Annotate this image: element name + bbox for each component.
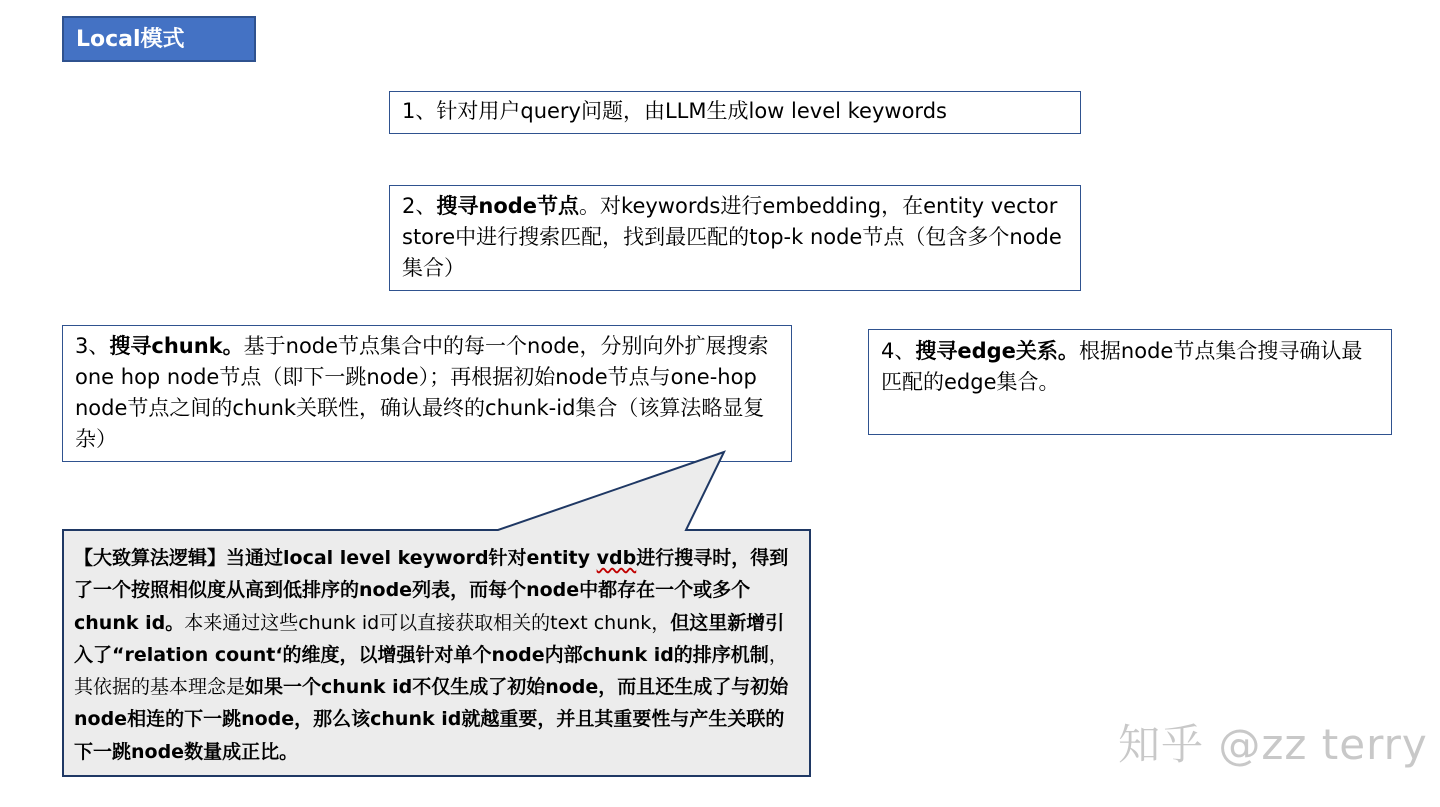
watermark: 知乎 @zz terry: [1118, 720, 1428, 769]
step-3-text: 基于node节点集合中的每一个node，分别向外扩展搜索one hop node节点（即下一跳node）；再根据初始node节点与one-hop node节点之间的chunk关联性，确认最终的chunk-id集合（该算法略显复杂）: [75, 334, 769, 451]
callout-part-1: 【大致算法逻辑】当通过local level keyword针对entity: [74, 547, 597, 569]
callout-part-5: ，其依据的基本理念是: [74, 643, 788, 699]
step-2-text: 。对keywords进行embedding，在entity vector store中进行搜索匹配，找到最匹配的top-k node节点（包含多个node集合）: [402, 194, 1062, 280]
step-2-prefix: 2、: [402, 194, 437, 218]
step-1-text: 1、针对用户query问题，由LLM生成low level keywords: [402, 99, 947, 123]
step-4-text: 根据node节点集合搜寻确认最匹配的edge集合。: [881, 339, 1363, 394]
callout-text: [74, 542, 802, 768]
step-4-heading: 搜寻edge关系。: [915, 339, 1079, 363]
callout-part-6: 如果一个chunk id不仅生成了初始node，而且还生成了与初始node相连的下一跳node，那么该chunk id就越重要，并且其重要性与产生关联的下一跳node数量成正比。: [74, 676, 789, 763]
mode-title: Local模式: [62, 16, 256, 62]
step-2-heading: 搜寻node节点: [436, 194, 580, 218]
callout-wavy-term: vdb: [596, 547, 637, 569]
callout-part-4: 但这里新增引入了“relation count‘的维度，以增强针对单个node内部chunk id的排序机制: [74, 611, 785, 666]
callout-part-2: 进行搜寻时，得到了一个按照相似度从高到低排序的node列表，而每个node中都存在一个或多个chunk id。: [74, 547, 789, 634]
step-3-prefix: 3、: [75, 334, 110, 358]
step-4-prefix: 4、: [881, 339, 916, 363]
callout-part-3: 本来通过这些chunk id可以直接获取相关的text chunk，: [184, 611, 671, 634]
step-3-heading: 搜寻chunk。: [109, 334, 244, 358]
